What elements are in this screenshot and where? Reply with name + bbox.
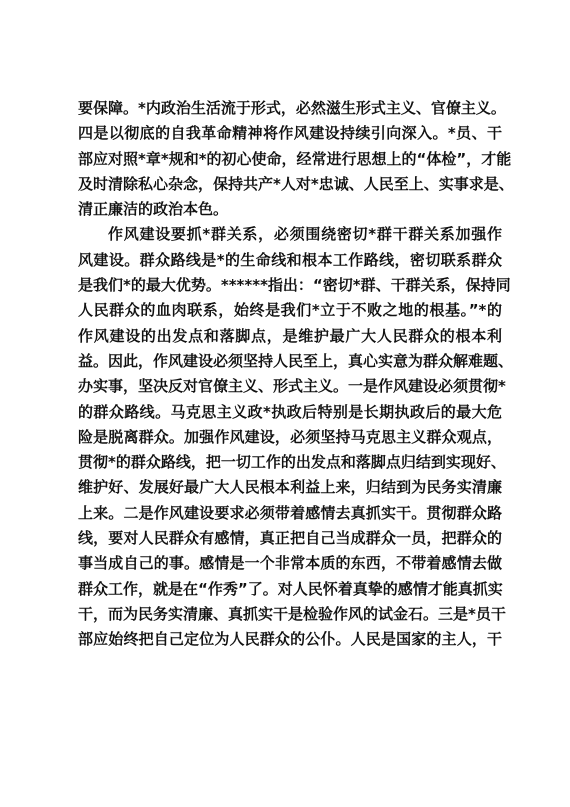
text-line: 办实事，坚决反对官僚主义、形式主义。一是作风建设必须贯彻* — [78, 377, 506, 396]
text-line: 益。因此，作风建设必须坚持人民至上，真心实意为群众解难题、 — [78, 351, 514, 370]
text-line: 是我们*的最大优势。******指出：“密切*群、干群关系，保持同 — [78, 276, 511, 295]
body-text — [78, 96, 514, 653]
text-line: 人民群众的血肉联系，始终是我们*立于不败之地的根基。”*的 — [78, 301, 502, 320]
text-line: 事当成自己的事。感情是一个非常本质的东西，不带着感情去做 — [78, 554, 502, 573]
text-line: 的群众路线。马克思主义政*执政后特别是长期执政后的最大危 — [78, 402, 502, 421]
text-line: 险是脱离群众。加强作风建设，必须坚持马克思主义群众观点， — [78, 427, 502, 446]
text-line: 线，要对人民群众有感情，真正把自己当成群众一员，把群众的 — [78, 529, 502, 548]
text-line: 要保障。*内政治生活流于形式，必然滋生形式主义、官僚主义。 — [78, 99, 506, 117]
text-line: 清正廉洁的政治本色。 — [78, 200, 229, 219]
text-line: 及时清除私心杂念，保持共产*人对*忠诚、人民至上、实事求是、 — [78, 174, 514, 193]
paragraph-first-line: 作风建设要抓*群关系，必须围绕密切*群干群关系加强作 — [108, 225, 502, 244]
text-line: 上来。二是作风建设要求必须带着感情去真抓实干。贯彻群众路 — [78, 503, 502, 522]
text-line: 风建设。群众路线是*的生命线和根本工作路线，密切联系群众 — [78, 250, 502, 269]
text-line: 贯彻*的群众路线，把一切工作的出发点和落脚点归结到实现好、 — [78, 453, 506, 472]
text-line: 干，而为民务实清廉、真抓实干是检验作风的试金石。三是*员干 — [78, 604, 506, 623]
text-line: 部应始终把自己定位为人民群众的公仆。人民是国家的主人，干 — [78, 630, 502, 649]
text-line: 作风建设的出发点和落脚点，是维护最广大人民群众的根本利 — [78, 326, 502, 345]
text-line: 部应对照*章*规和*的初心使命，经常进行思想上的“体检”，才能 — [78, 149, 512, 168]
text-line: 四是以彻底的自我革命精神将作风建设持续引向深入。*员、干 — [78, 124, 502, 143]
text-line: 群众工作，就是在“作秀”了。对人民怀着真挚的感情才能真抓实 — [78, 579, 503, 598]
text-line: 维护好、发展好最广大人民根本利益上来，归结到为民务实清廉 — [78, 478, 502, 497]
